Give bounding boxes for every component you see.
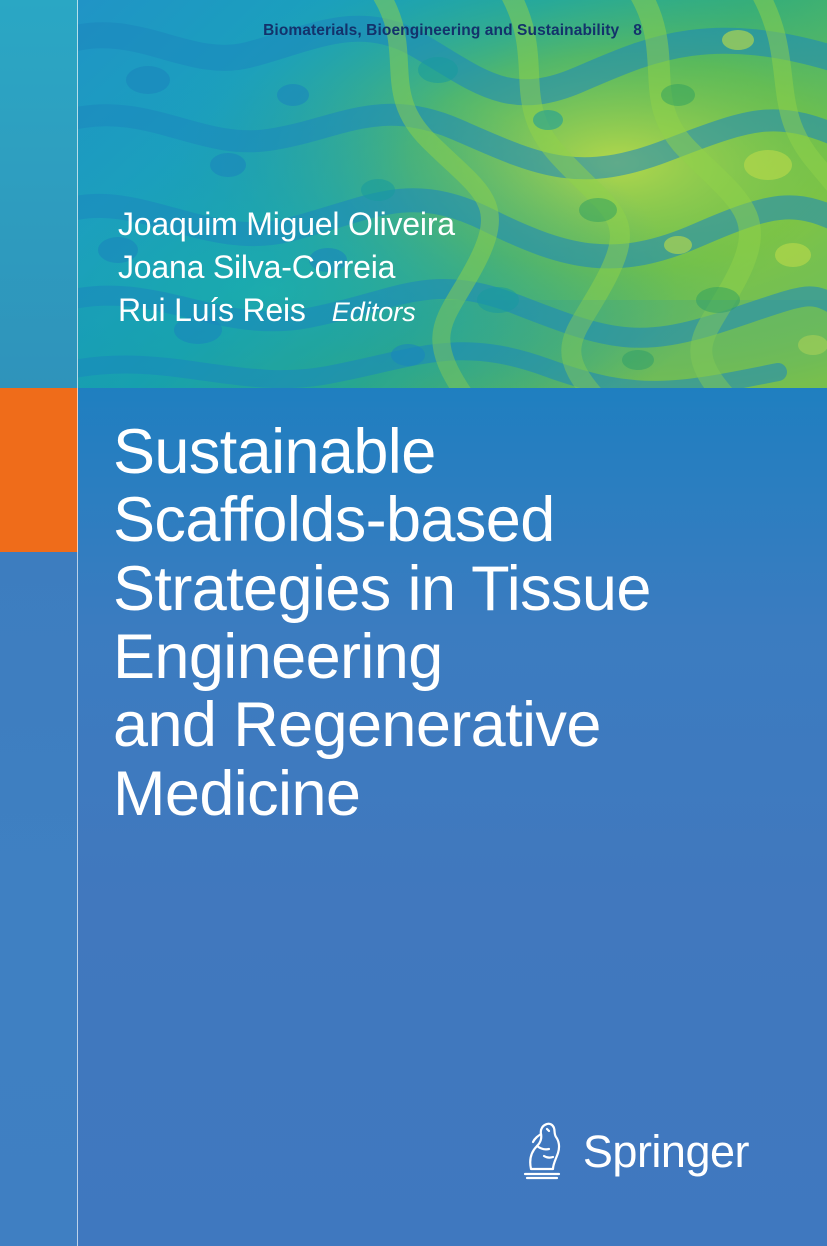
publisher-name: Springer xyxy=(582,1126,749,1177)
title-line-2: Scaffolds-based xyxy=(113,485,555,556)
title-line-1: Sustainable xyxy=(113,417,436,487)
editor-name-3: Rui Luís Reis xyxy=(118,291,306,328)
editor-name-1: Joaquim Miguel Oliveira xyxy=(118,206,455,242)
series-name: Biomaterials, Bioengineering and Sustainability xyxy=(263,22,620,39)
spine-blue-band xyxy=(0,552,78,1246)
title-line-5: and Regenerative xyxy=(113,690,601,761)
series-volume: 8 xyxy=(633,22,642,39)
series-title-line xyxy=(78,0,827,62)
editor-name-3-row xyxy=(118,293,455,329)
book-title xyxy=(113,418,803,828)
spine-strip xyxy=(0,0,78,1246)
spine-divider-line xyxy=(77,0,78,1246)
spine-top-band xyxy=(0,0,78,388)
editor-name-2: Joana Silva-Correia xyxy=(118,248,396,285)
springer-knight-icon xyxy=(513,1116,571,1188)
editors-block xyxy=(118,207,455,328)
publisher-logo xyxy=(513,1116,749,1188)
spine-orange-band xyxy=(0,388,78,552)
title-line-3: Strategies in Tissue xyxy=(113,553,651,624)
title-line-6: Medicine xyxy=(113,758,361,829)
title-line-4: Engineering xyxy=(113,622,443,693)
cover-artwork xyxy=(78,0,827,388)
editors-role-label: Editors xyxy=(331,296,416,327)
